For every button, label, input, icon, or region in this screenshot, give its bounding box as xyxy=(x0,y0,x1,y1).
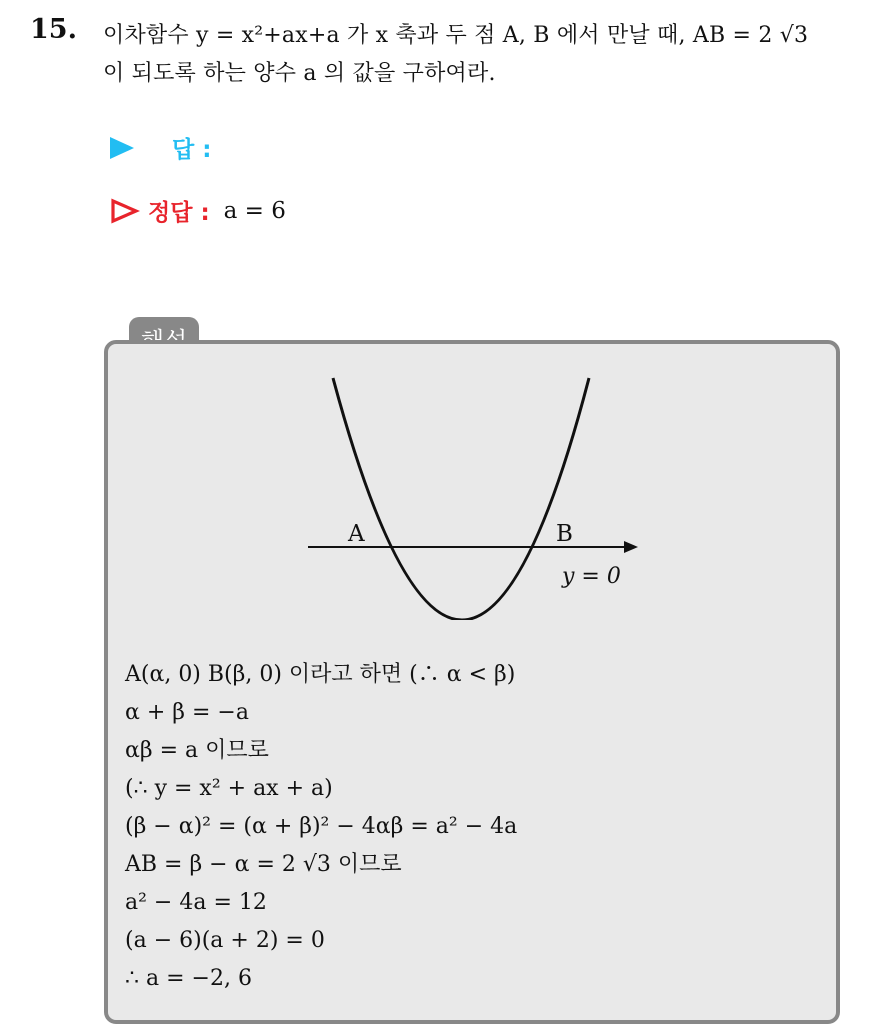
point-b-label: B xyxy=(556,521,573,547)
correct-answer-value: a = 6 xyxy=(223,197,286,224)
solution-line: α + β = −a xyxy=(125,700,249,725)
point-a-label: A xyxy=(348,521,365,547)
parabola-graph xyxy=(300,370,650,620)
solution-line: AB = β − α = 2 √3 이므로 xyxy=(125,852,402,877)
question-text-line-2: 이 되도록 하는 양수 a 의 값을 구하여라. xyxy=(103,61,496,86)
correct-answer-label: 정답 : xyxy=(148,200,210,226)
axis-arrow-icon xyxy=(624,541,638,553)
solution-line: A(α, 0) B(β, 0) 이라고 하면 (∴ α < β) xyxy=(125,662,516,687)
question-number: 15. xyxy=(30,14,77,45)
solution-text xyxy=(125,656,517,998)
solution-line: a² − 4a = 12 xyxy=(125,890,267,915)
axis-equation-label: y = 0 xyxy=(562,564,621,589)
play-triangle-icon xyxy=(110,137,134,159)
solution-line: (a − 6)(a + 2) = 0 xyxy=(125,928,325,953)
solution-line: ∴ a = −2, 6 xyxy=(125,966,252,991)
outline-triangle-icon xyxy=(110,198,140,224)
solution-line: αβ = a 이므로 xyxy=(125,738,269,763)
question-text-line-1: 이차함수 y = x²+ax+a 가 x 축과 두 점 A, B 에서 만날 때, AB = 2 √3 xyxy=(103,23,809,48)
answer-label: 답 : xyxy=(172,137,212,163)
parabola-curve xyxy=(333,378,589,620)
answer-row xyxy=(110,131,211,164)
correct-answer-row xyxy=(110,194,286,227)
solution-line: (β − α)² = (α + β)² − 4αβ = a² − 4a xyxy=(125,814,518,839)
solution-line: (∴ y = x² + ax + a) xyxy=(125,776,333,801)
